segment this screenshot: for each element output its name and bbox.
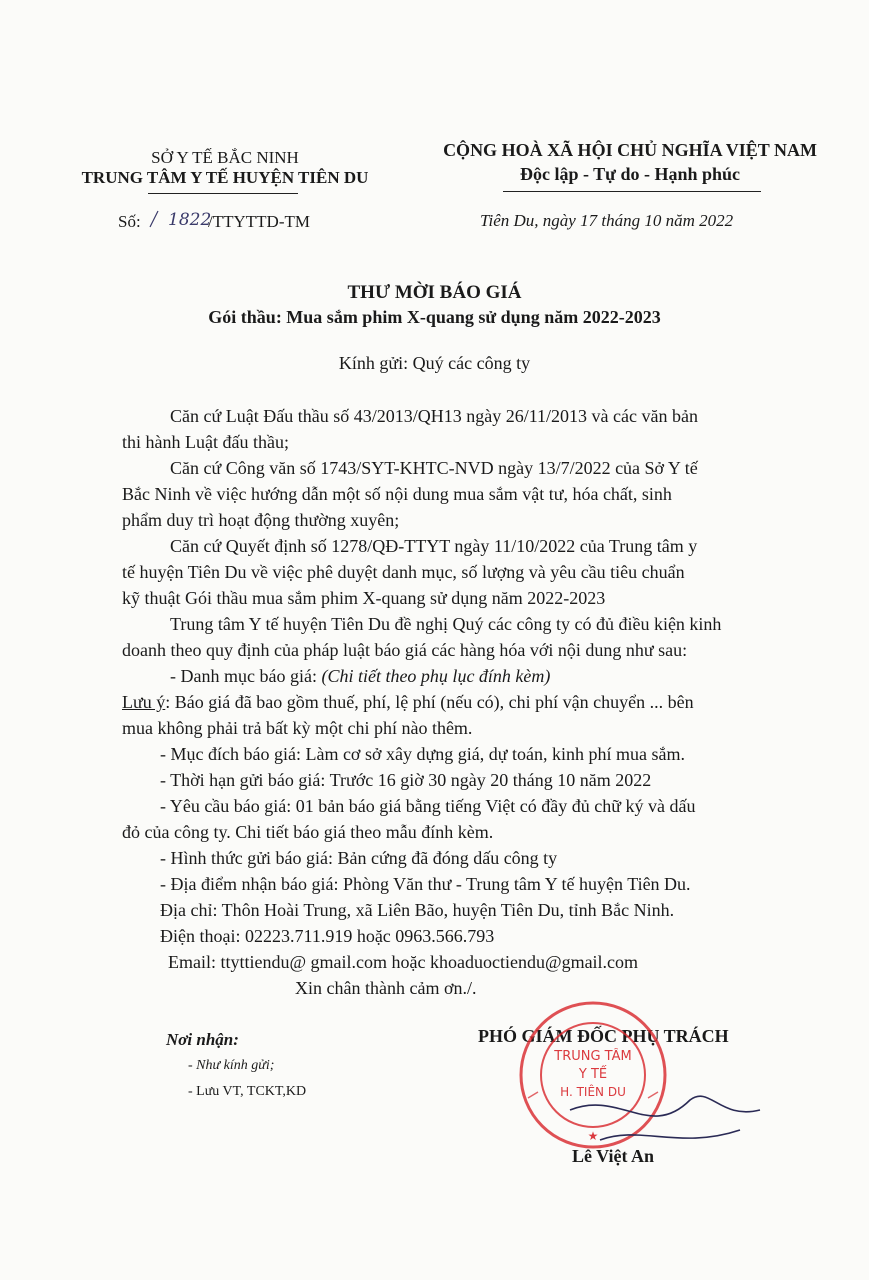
recipients-label: Nơi nhận: xyxy=(166,1030,239,1049)
header-right-rule xyxy=(503,191,761,192)
item-location: - Địa điểm nhận báo giá: Phòng Văn thư - Trung tâm Y tế huyện Tiên Du. xyxy=(160,874,691,894)
item-form: - Hình thức gửi báo giá: Bản cứng đã đóng dấu công ty xyxy=(160,848,558,868)
request-line2: doanh theo quy định của pháp luật báo giá các hàng hóa với nội dung như sau: xyxy=(122,640,688,660)
basis-law-line2: thi hành Luật đấu thầu; xyxy=(122,432,289,452)
item-purpose: - Mục đích báo giá: Làm cơ sở xây dựng giá, dự toán, kinh phí mua sắm. xyxy=(160,744,685,764)
contact-address: Địa chỉ: Thôn Hoài Trung, xã Liên Bão, huyện Tiên Du, tỉnh Bắc Ninh. xyxy=(160,900,675,920)
basis-decision-line2: tế huyện Tiên Du về việc phê duyệt danh mục, số lượng và yêu cầu tiêu chuẩn xyxy=(122,562,685,582)
stamp-line1: TRUNG TÂM xyxy=(554,1049,632,1064)
contact-phone: Điện thoại: 02223.711.919 hoặc 0963.566.793 xyxy=(160,926,495,946)
item-requirement-line1: - Yêu cầu báo giá: 01 bản báo giá bằng tiếng Việt có đầy đủ chữ ký và dấu xyxy=(160,796,696,816)
stamp-line3: H. TIÊN DU xyxy=(560,1085,626,1099)
recipient-1: - Như kính gửi; xyxy=(188,1058,275,1073)
item-catalog-value: (Chi tiết theo phụ lục đính kèm) xyxy=(321,666,551,686)
nation-motto: Độc lập - Tự do - Hạnh phúc xyxy=(519,164,741,184)
note-line1 xyxy=(122,692,694,713)
basis-dispatch-line2: Bắc Ninh về việc hướng dẫn một số nội dung mua sắm vật tư, hóa chất, sinh xyxy=(122,484,672,504)
issue-date: Tiên Du, ngày 17 tháng 10 năm 2022 xyxy=(480,211,734,230)
closing-thanks: Xin chân thành cảm ơn./. xyxy=(295,978,477,998)
nation-title: CỘNG HOÀ XÃ HỘI CHỦ NGHĨA VIỆT NAM xyxy=(443,140,817,160)
header-left-rule xyxy=(148,193,298,194)
note-text: : Báo giá đã bao gồm thuế, phí, lệ phí (nếu có), chi phí vận chuyển ... bên xyxy=(165,692,694,712)
basis-law-line1: Căn cứ Luật Đấu thầu số 43/2013/QH13 ngày 26/11/2013 và các văn bản xyxy=(170,406,698,426)
document-title: THƯ MỜI BÁO GIÁ xyxy=(347,282,522,303)
document-number-value: 1822 xyxy=(168,210,212,230)
svg-text:★: ★ xyxy=(587,1129,599,1143)
agency-name: TRUNG TÂM Y TẾ HUYỆN TIÊN DU xyxy=(81,168,369,187)
basis-dispatch-line1: Căn cứ Công văn số 1743/SYT-KHTC-NVD ngày 13/7/2022 của Sở Y tế xyxy=(170,458,698,478)
recipient-2: - Lưu VT, TCKT,KD xyxy=(188,1084,307,1099)
stamp-line2: Y TẾ xyxy=(578,1067,608,1082)
basis-decision-line1: Căn cứ Quyết định số 1278/QĐ-TTYT ngày 11/10/2022 của Trung tâm y xyxy=(170,536,698,556)
agency-parent: SỞ Y TẾ BẮC NINH xyxy=(151,148,299,167)
signer-role: PHÓ GIÁM ĐỐC PHỤ TRÁCH xyxy=(478,1026,729,1046)
document-number-suffix: /TTYTTD-TM xyxy=(208,212,310,231)
item-requirement-line2: đỏ của công ty. Chi tiết báo giá theo mẫu đính kèm. xyxy=(122,822,494,842)
note-label: Lưu ý xyxy=(122,692,166,712)
greeting: Kính gửi: Quý các công ty xyxy=(338,353,531,373)
package-title: Gói thầu: Mua sắm phim X-quang sử dụng năm 2022-2023 xyxy=(208,307,661,327)
basis-dispatch-line3: phẩm duy trì hoạt động thường xuyên; xyxy=(122,510,400,530)
item-catalog-label: - Danh mục báo giá: xyxy=(170,666,322,686)
signer-name: Lê Việt An xyxy=(572,1146,655,1166)
request-line1: Trung tâm Y tế huyện Tiên Du đề nghị Quý các công ty có đủ điều kiện kinh xyxy=(170,614,722,634)
basis-decision-line3: kỹ thuật Gói thầu mua sắm phim X-quang sử dụng năm 2022-2023 xyxy=(122,588,606,608)
note-line2: mua không phải trả bất kỳ một chi phí nào thêm. xyxy=(122,718,473,738)
document-number-prefix: Số: xyxy=(118,212,141,231)
contact-email: Email: ttyttiendu@ gmail.com hoặc khoaduoctiendu@gmail.com xyxy=(168,952,639,972)
item-deadline: - Thời hạn gửi báo giá: Trước 16 giờ 30 ngày 20 tháng 10 năm 2022 xyxy=(160,770,652,790)
item-catalog xyxy=(170,666,550,687)
